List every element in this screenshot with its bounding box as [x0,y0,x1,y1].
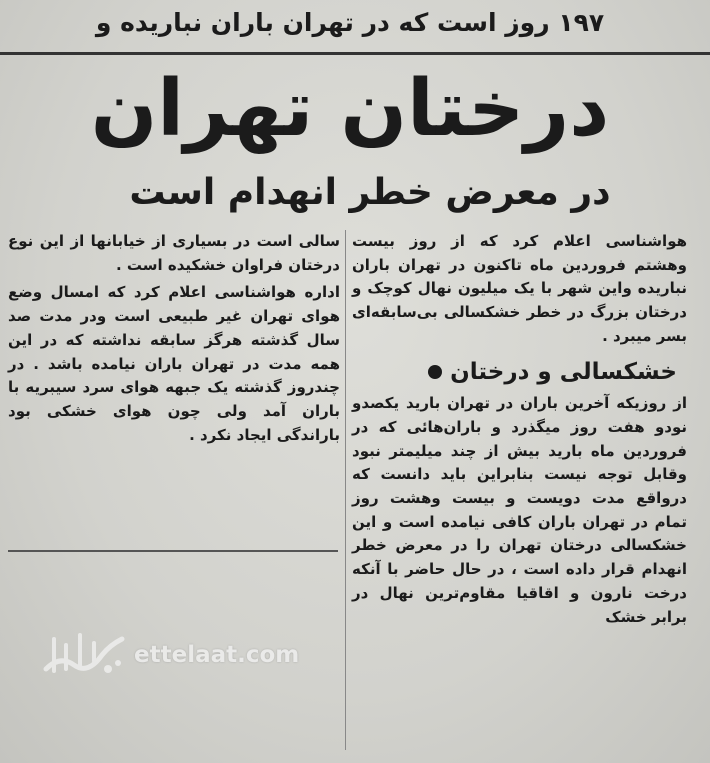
bullet-icon [428,365,442,379]
ettelaat-logo-icon [40,625,128,685]
section-heading-text: خشکسالی و درختان [450,358,677,385]
article-subhead: در معرض خطر انهدام است [129,172,611,213]
watermark [40,620,310,690]
column-divider [345,230,346,750]
article-kicker: ۱۹۷ روز است که در تهران باران نباریده و [95,8,605,37]
left-column-paragraph-1: سالی است در بسیاری از خیابانها از این نوع درختان فراوان خشکیده است . [8,232,340,274]
right-column-body: از روزیکه آخرین باران در تهران بارید یکصدو نودو هفت روز میگذرد و باران‌هائی که در فروردین ماه بارید بیش از چند میلیمتر نبود وقابل توجه نیست بنابراین باید دانست که درواقع مدت دویست و بیست وهشت روز تمام در تهران باران کافی نیامده است و این خشکسالی درختان تهران را در معرض خطر انهدام قرار داده است ، در حال حاضر با آنکه درخت نارون و اقاقیا مقاوم‌ترین نهال در برابر خشک [352,394,687,626]
left-column-paragraph-2: اداره هواشناسی اعلام کرد که امسال وضع هوای تهران غیر طبیعی است ودر مدت صد سال گذشته هرگز سابقه نداشته که در این همه مدت در تهران باران نیامده باشد . در چندروز گذشته یک جبهه هوای سرد سیبریه با باران آمد ولی چون هوای خشکی بود باراندگی ایجاد نکرد . [8,283,340,444]
top-rule-divider [0,52,710,55]
section-heading [352,358,677,385]
right-column-intro: هواشناسی اعلام کرد که از روز بیست وهشتم فروردین ماه تاکنون در تهران باران نباریده واین شهر با یک میلیون نهال کوچک و درختان بزرگ در خطر خشکسالی بی‌سابقه‌ای بسر میبرد . [352,232,687,345]
left-column-end-rule [8,550,338,552]
right-column [352,230,687,629]
watermark-url: ettelaat.com [134,642,300,668]
left-column [8,230,340,447]
article-headline: درختان تهران [90,64,610,154]
